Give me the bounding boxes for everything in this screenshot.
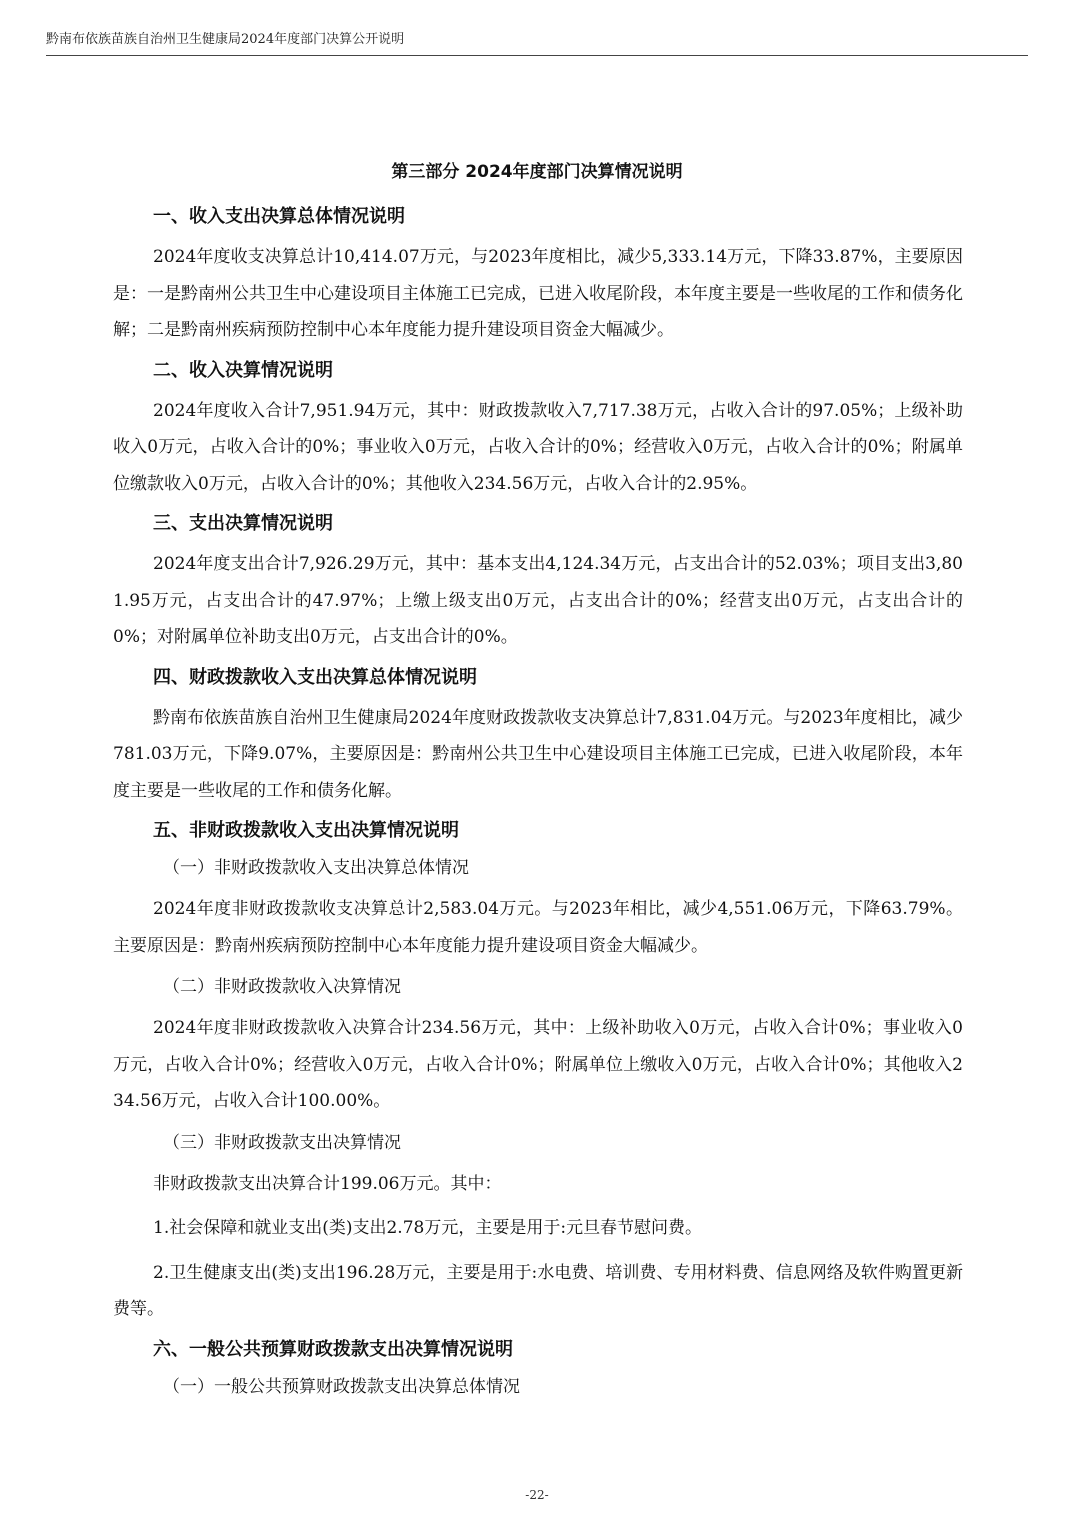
paragraph-expenditure: 2024年度支出合计7,926.29万元，其中：基本支出4,124.34万元，占支出合计的52.03%；项目支出3,801.95万元，占支出合计的47.97%；上缴上级支出0万元，占支出合计的0%；经营支出0万元，占支出合计的0%；对附属单位补助支出0万元，占支出合计的0%。 xyxy=(113,554,963,647)
heading-general-public-budget: 六、一般公共预算财政拨款支出决算情况说明 xyxy=(153,1338,513,1360)
subheading-general-public-budget-overall: （一）一般公共预算财政拨款支出决算总体情况 xyxy=(163,1376,520,1397)
paragraph-health: 2.卫生健康支出(类)支出196.28万元，主要是用于:水电费、培训费、专用材料费、信息网络及软件购置更新费等。 xyxy=(113,1262,963,1319)
heading-non-fiscal: 五、非财政拨款收入支出决算情况说明 xyxy=(153,820,459,841)
heading-income: 二、收入决算情况说明 xyxy=(153,359,333,381)
subheading-non-fiscal-expenditure: （三）非财政拨款支出决算情况 xyxy=(163,1132,401,1153)
subheading-non-fiscal-income: （二）非财政拨款收入决算情况 xyxy=(163,977,401,997)
paragraph-non-fiscal-expenditure-total: 非财政拨款支出决算合计199.06万元。其中： xyxy=(153,1173,502,1194)
heading-overall-summary: 一、收入支出决算总体情况说明 xyxy=(153,206,405,227)
header-divider xyxy=(46,55,1028,56)
document-body xyxy=(113,203,963,1410)
paragraph-overall-summary: 2024年度收支决算总计10,414.07万元，与2023年度相比，减少5,333.14万元，下降33.87%，主要原因是：一是黔南州公共卫生中心建设项目主体施工已完成，已进入收尾阶段，本年度主要是一些收尾的工作和债务化解；二是黔南州疾病预防控制中心本年度能力提升建设项目资金大幅减少。 xyxy=(113,247,963,340)
heading-expenditure: 三、支出决算情况说明 xyxy=(153,513,333,534)
heading-fiscal-appropriation: 四、财政拨款收入支出决算总体情况说明 xyxy=(153,666,477,688)
paragraph-income: 2024年度收入合计7,951.94万元，其中：财政拨款收入7,717.38万元，占收入合计的97.05%；上级补助收入0万元，占收入合计的0%；事业收入0万元，占收入合计的0%；经营收入0万元，占收入合计的0%；附属单位缴款收入0万元，占收入合计的0%；其他收入234.56万元，占收入合计的2.95%。 xyxy=(113,400,963,494)
paragraph-fiscal-appropriation: 黔南布依族苗族自治州卫生健康局2024年度财政拨款收支决算总计7,831.04万元。与2023年度相比，减少781.03万元，下降9.07%，主要原因是：黔南州公共卫生中心建设项目主体施工已完成，已进入收尾阶段，本年度主要是一些收尾的工作和债务化解。 xyxy=(113,707,963,801)
paragraph-social-security: 1.社会保障和就业支出(类)支出2.78万元，主要是用于:元旦春节慰问费。 xyxy=(153,1218,703,1238)
paragraph-non-fiscal-income: 2024年度非财政拨款收入决算合计234.56万元，其中：上级补助收入0万元，占收入合计0%；事业收入0万元，占收入合计0%；经营收入0万元，占收入合计0%；附属单位上缴收入0万元，占收入合计0%；其他收入234.56万元，占收入合计100.00%。 xyxy=(113,1018,963,1111)
subheading-non-fiscal-overall: （一）非财政拨款收入支出决算总体情况 xyxy=(163,858,469,878)
page-number: -22- xyxy=(525,1488,549,1502)
section-title: 第三部分 2024年度部门决算情况说明 xyxy=(391,162,683,182)
running-header: 黔南布依族苗族自治州卫生健康局2024年度部门决算公开说明 xyxy=(46,32,405,47)
paragraph-non-fiscal-overall: 2024年度非财政拨款收支决算总计2,583.04万元。与2023年相比，减少4,551.06万元，下降63.79%。主要原因是：黔南州疾病预防控制中心本年度能力提升建设项目资金大幅减少。 xyxy=(113,899,963,956)
